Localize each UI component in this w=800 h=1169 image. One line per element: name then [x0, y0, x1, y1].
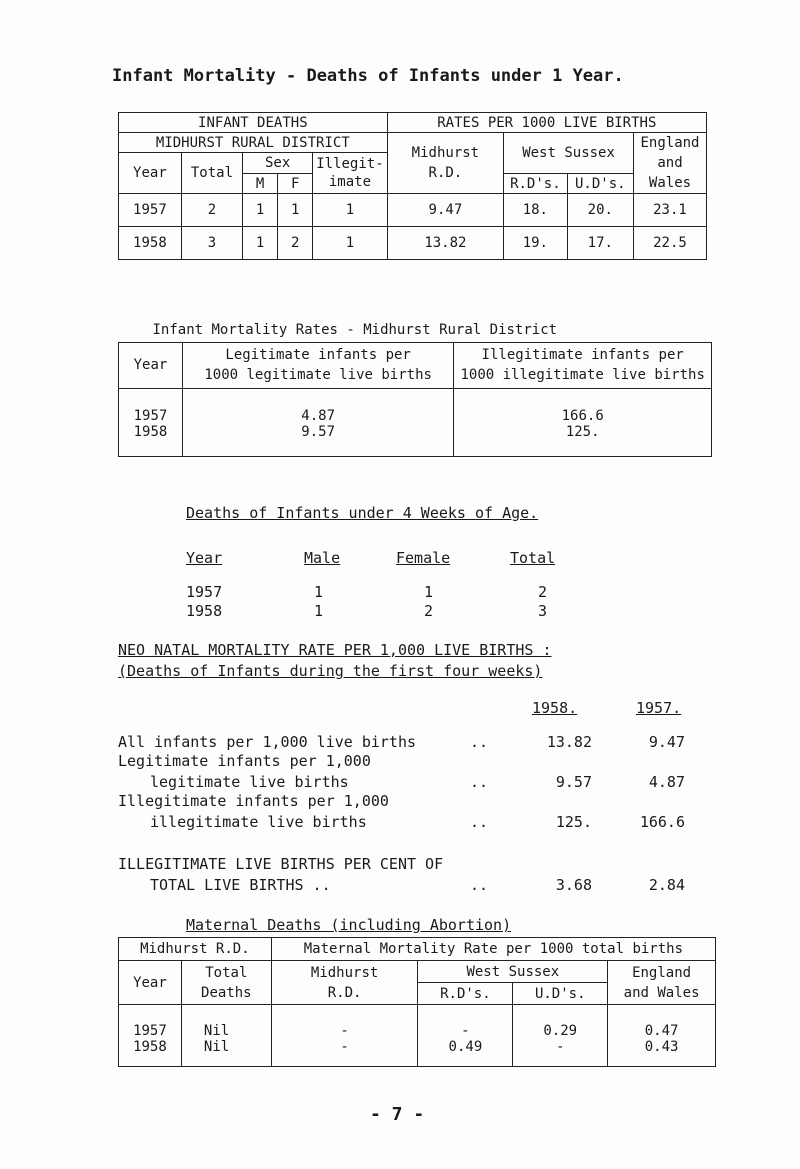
- maternal-col-uds: U.D's.: [513, 983, 608, 1005]
- maternal-col-total-line2: Deaths: [201, 984, 252, 1001]
- header-infant-deaths: INFANT DEATHS: [119, 113, 388, 133]
- col-total: Total: [181, 153, 242, 194]
- maternal-col-midhurst-line1: Midhurst: [310, 964, 379, 981]
- cell-total: 3: [181, 227, 242, 260]
- maternal-col-west-sussex: West Sussex: [418, 961, 608, 983]
- neonatal-row3-1957: 166.6: [639, 813, 685, 831]
- cell-uds: 17.: [567, 227, 633, 260]
- cell-midhurst: 9.47: [387, 194, 503, 227]
- maternal-header-district: Midhurst R.D.: [119, 938, 272, 961]
- page-title: Infant Mortality - Deaths of Infants under 1 Year.: [112, 66, 624, 86]
- table-row: [119, 1039, 716, 1067]
- neonatal-row2-1957: 4.87: [648, 773, 685, 791]
- weeks-row-male: 1: [314, 602, 324, 620]
- cell-illegitimate: 166.6: [454, 388, 712, 424]
- maternal-col-midhurst: [271, 961, 418, 1005]
- neonatal-col-1958: 1958.: [532, 699, 578, 717]
- cell-legitimate: 4.87: [182, 388, 453, 424]
- neonatal-row1-dots: ..: [470, 733, 489, 751]
- col-illegitimate-line2: 1000 illegitimate live births: [460, 367, 705, 383]
- weeks-col-male: Male: [304, 549, 341, 567]
- weeks-row-female: 1: [424, 583, 434, 601]
- cell-midhurst: -: [271, 1039, 418, 1067]
- cell-rds: 18.: [504, 194, 568, 227]
- table-row: [119, 1005, 716, 1039]
- neonatal-row3-1958: 125.: [555, 813, 592, 831]
- col-illegit: Illegit-imate: [313, 153, 387, 194]
- neonatal-row2-1958: 9.57: [555, 773, 592, 791]
- table-row: [119, 227, 707, 260]
- neonatal-row2-label-a: Legitimate infants per 1,000: [118, 752, 371, 770]
- col-legitimate: [182, 342, 453, 388]
- cell-rds: -: [418, 1005, 513, 1039]
- header-district: MIDHURST RURAL DISTRICT: [119, 133, 388, 153]
- maternal-col-year: Year: [119, 961, 182, 1005]
- col-year: Year: [119, 153, 182, 194]
- weeks-row-female: 2: [424, 602, 434, 620]
- table-row: [119, 388, 712, 424]
- cell-year: 1957: [119, 194, 182, 227]
- col-year: Year: [119, 342, 183, 388]
- table-row: [119, 424, 712, 456]
- maternal-col-rds: R.D's.: [418, 983, 513, 1005]
- col-uds: U.D's.: [567, 174, 633, 194]
- cell-rds: 0.49: [418, 1039, 513, 1067]
- cell-england: 23.1: [633, 194, 706, 227]
- cell-england: 0.47: [608, 1005, 716, 1039]
- cell-uds: 20.: [567, 194, 633, 227]
- cell-f: 2: [278, 227, 313, 260]
- cell-year: 1958: [119, 424, 183, 456]
- neonatal-row1-1958: 13.82: [546, 733, 592, 751]
- col-m: M: [243, 174, 278, 194]
- maternal-col-total-line1: Total: [205, 964, 248, 981]
- cell-england: 22.5: [633, 227, 706, 260]
- illegit-births-label-b: TOTAL LIVE BIRTHS ..: [150, 876, 331, 894]
- cell-year: 1958: [119, 227, 182, 260]
- col-illegitimate-line1: Illegitimate infants per: [481, 347, 684, 363]
- table-row: [119, 194, 707, 227]
- cell-uds: -: [513, 1039, 608, 1067]
- cell-england: 0.43: [608, 1039, 716, 1067]
- col-west-sussex: West Sussex: [504, 133, 634, 174]
- weeks-col-year: Year: [186, 549, 223, 567]
- cell-midhurst: 13.82: [387, 227, 503, 260]
- neonatal-col-1957: 1957.: [636, 699, 682, 717]
- infant-mortality-rates-table: [118, 318, 712, 457]
- col-england: England and Wales: [633, 133, 706, 194]
- header-rates: RATES PER 1000 LIVE BIRTHS: [387, 113, 706, 133]
- weeks-section-title: Deaths of Infants under 4 Weeks of Age.: [186, 504, 539, 522]
- cell-total: Nil: [181, 1039, 271, 1067]
- illegit-births-1957: 2.84: [648, 876, 685, 894]
- rates-table-title: Infant Mortality Rates - Midhurst Rural District: [119, 318, 712, 342]
- col-legitimate-line1: Legitimate infants per: [225, 347, 411, 363]
- maternal-col-total: [181, 961, 271, 1005]
- maternal-header-rate: Maternal Mortality Rate per 1000 total births: [271, 938, 715, 961]
- infant-deaths-table: [118, 112, 707, 260]
- maternal-col-england-line2: and Wales: [623, 984, 700, 1001]
- maternal-col-england-line1: England: [632, 964, 692, 981]
- col-f: F: [278, 174, 313, 194]
- col-midhurst: Midhurst R.D.: [387, 133, 503, 194]
- illegit-births-label-a: ILLEGITIMATE LIVE BIRTHS PER CENT OF: [118, 855, 444, 873]
- illegit-births-dots: ..: [470, 876, 489, 894]
- neonatal-row3-dots: ..: [470, 813, 489, 831]
- weeks-row-male: 1: [314, 583, 324, 601]
- cell-year: 1958: [119, 1039, 182, 1067]
- cell-illegit: 1: [313, 194, 387, 227]
- cell-midhurst: -: [271, 1005, 418, 1039]
- neonatal-title: NEO NATAL MORTALITY RATE PER 1,000 LIVE BIRTHS :: [118, 641, 552, 659]
- cell-m: 1: [243, 227, 278, 260]
- cell-legitimate: 9.57: [182, 424, 453, 456]
- neonatal-subtitle: (Deaths of Infants during the first four weeks): [118, 662, 543, 680]
- neonatal-row2-dots: ..: [470, 773, 489, 791]
- maternal-title: Maternal Deaths (including Abortion): [186, 916, 512, 934]
- col-legitimate-line2: 1000 legitimate live births: [204, 367, 432, 383]
- col-rds: R.D's.: [504, 174, 568, 194]
- cell-year: 1957: [119, 1005, 182, 1039]
- neonatal-row3-label-b: illegitimate live births: [150, 813, 367, 831]
- col-illegitimate: [454, 342, 712, 388]
- weeks-col-female: Female: [396, 549, 451, 567]
- neonatal-row3-label-a: Illegitimate infants per 1,000: [118, 792, 389, 810]
- maternal-col-midhurst-line2: R.D.: [327, 984, 362, 1001]
- maternal-col-england: [608, 961, 716, 1005]
- cell-illegitimate: 125.: [454, 424, 712, 456]
- page-number: - 7 -: [370, 1104, 425, 1125]
- cell-m: 1: [243, 194, 278, 227]
- cell-year: 1957: [119, 388, 183, 424]
- weeks-row-year: 1958: [186, 602, 223, 620]
- cell-uds: 0.29: [513, 1005, 608, 1039]
- cell-illegit: 1: [313, 227, 387, 260]
- col-sex: Sex: [243, 153, 313, 174]
- cell-rds: 19.: [504, 227, 568, 260]
- neonatal-row1-label: All infants per 1,000 live births: [118, 733, 417, 751]
- illegit-births-1958: 3.68: [555, 876, 592, 894]
- cell-total: Nil: [181, 1005, 271, 1039]
- cell-total: 2: [181, 194, 242, 227]
- neonatal-row2-label-b: legitimate live births: [150, 773, 349, 791]
- weeks-row-total: 2: [538, 583, 548, 601]
- weeks-row-year: 1957: [186, 583, 223, 601]
- maternal-deaths-table: [118, 937, 716, 1067]
- neonatal-row1-1957: 9.47: [648, 733, 685, 751]
- weeks-row-total: 3: [538, 602, 548, 620]
- weeks-col-total: Total: [510, 549, 556, 567]
- cell-f: 1: [278, 194, 313, 227]
